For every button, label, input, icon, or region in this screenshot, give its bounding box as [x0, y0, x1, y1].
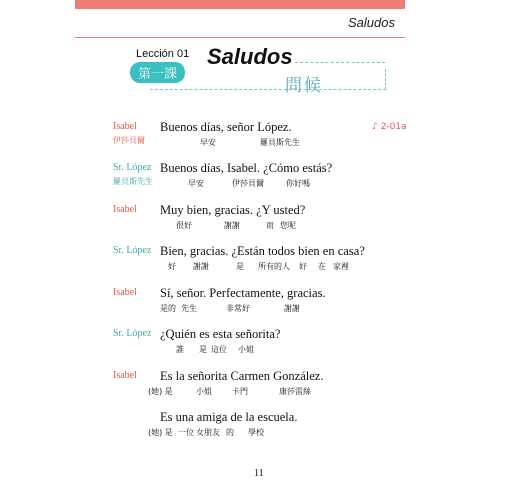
speaker-name: Isabel — [113, 204, 137, 215]
chinese-gloss: 好 — [299, 262, 307, 271]
header-rule — [75, 37, 405, 38]
chinese-gloss: 一位 — [178, 428, 194, 437]
spanish-line: Sí, señor. Perfectamente, gracias. — [160, 286, 326, 300]
chinese-gloss: 女朋友 — [196, 428, 220, 437]
chinese-gloss: 小姐 — [238, 345, 254, 354]
speaker-name: Sr. López — [113, 328, 152, 339]
chinese-gloss: 小姐 — [196, 387, 212, 396]
chinese-gloss: 的 — [226, 428, 234, 437]
chinese-gloss: 是 — [236, 262, 244, 271]
chinese-gloss: 謝謝 — [284, 304, 300, 313]
chinese-gloss: 康莎雷絲 — [279, 387, 311, 396]
chinese-gloss: 你好嗎 — [286, 179, 310, 188]
header-bar — [75, 0, 405, 9]
speaker-name: Isabel — [113, 287, 137, 298]
chinese-gloss: 很好 — [176, 221, 192, 230]
speaker-name-cn: 羅貝斯先生 — [113, 177, 153, 186]
speaker-name-cn: 伊莎貝爾 — [113, 136, 145, 145]
spanish-line: Muy bien, gracias. ¿Y usted? — [160, 203, 306, 217]
speaker-name: Sr. López — [113, 162, 152, 173]
title-frame — [150, 69, 386, 90]
chinese-gloss: 先生 — [181, 304, 197, 313]
audio-track-label: ♪ 2-01a — [372, 122, 407, 132]
chinese-gloss: 非常好 — [226, 304, 250, 313]
running-header-title: Saludos — [348, 15, 395, 30]
chinese-gloss: 誰 — [176, 345, 184, 354]
speaker-name: Isabel — [113, 370, 137, 381]
chinese-gloss: 而 — [266, 221, 274, 230]
speaker-name: Sr. López — [113, 245, 152, 256]
chinese-gloss: 您呢 — [280, 221, 296, 230]
spanish-line: Bien, gracias. ¿Están todos bien en casa? — [160, 244, 365, 258]
chinese-gloss: 在 — [318, 262, 326, 271]
spanish-line: Buenos días, señor López. — [160, 120, 292, 134]
spanish-line: Es la señorita Carmen González. — [160, 369, 324, 383]
page-number: 11 — [254, 468, 264, 479]
chinese-gloss: 是 — [199, 345, 207, 354]
chinese-gloss: 家裡 — [333, 262, 349, 271]
speaker-name: Isabel — [113, 121, 137, 132]
chinese-gloss: 卡門 — [232, 387, 248, 396]
title-frame-top — [295, 62, 385, 63]
chinese-gloss: 羅貝斯先生 — [260, 138, 300, 147]
chinese-gloss: 所有的人 — [258, 262, 290, 271]
chinese-gloss: 伊莎貝爾 — [232, 179, 264, 188]
spanish-line: Es una amiga de la escuela. — [160, 410, 298, 424]
chinese-gloss: (她) 是 — [148, 428, 173, 437]
chinese-gloss: 早安 — [188, 179, 204, 188]
chinese-gloss: 是的 — [160, 304, 176, 313]
chinese-gloss: (她) 是 — [148, 387, 173, 396]
spanish-line: ¿Quién es esta señorita? — [160, 327, 281, 341]
chinese-gloss: 早安 — [200, 138, 216, 147]
chinese-gloss: 這位 — [211, 345, 227, 354]
spanish-line: Buenos días, Isabel. ¿Cómo estás? — [160, 161, 333, 175]
chinese-gloss: 學校 — [248, 428, 264, 437]
chinese-gloss: 謝謝 — [193, 262, 209, 271]
lesson-title-cn: 問候 — [285, 76, 323, 96]
chinese-gloss: 好 — [168, 262, 176, 271]
lesson-title: Saludos — [207, 44, 293, 69]
chinese-gloss: 謝謝 — [224, 221, 240, 230]
lesson-label: Lección 01 — [136, 48, 190, 60]
lesson-number-cn: 第一課 — [130, 62, 185, 83]
